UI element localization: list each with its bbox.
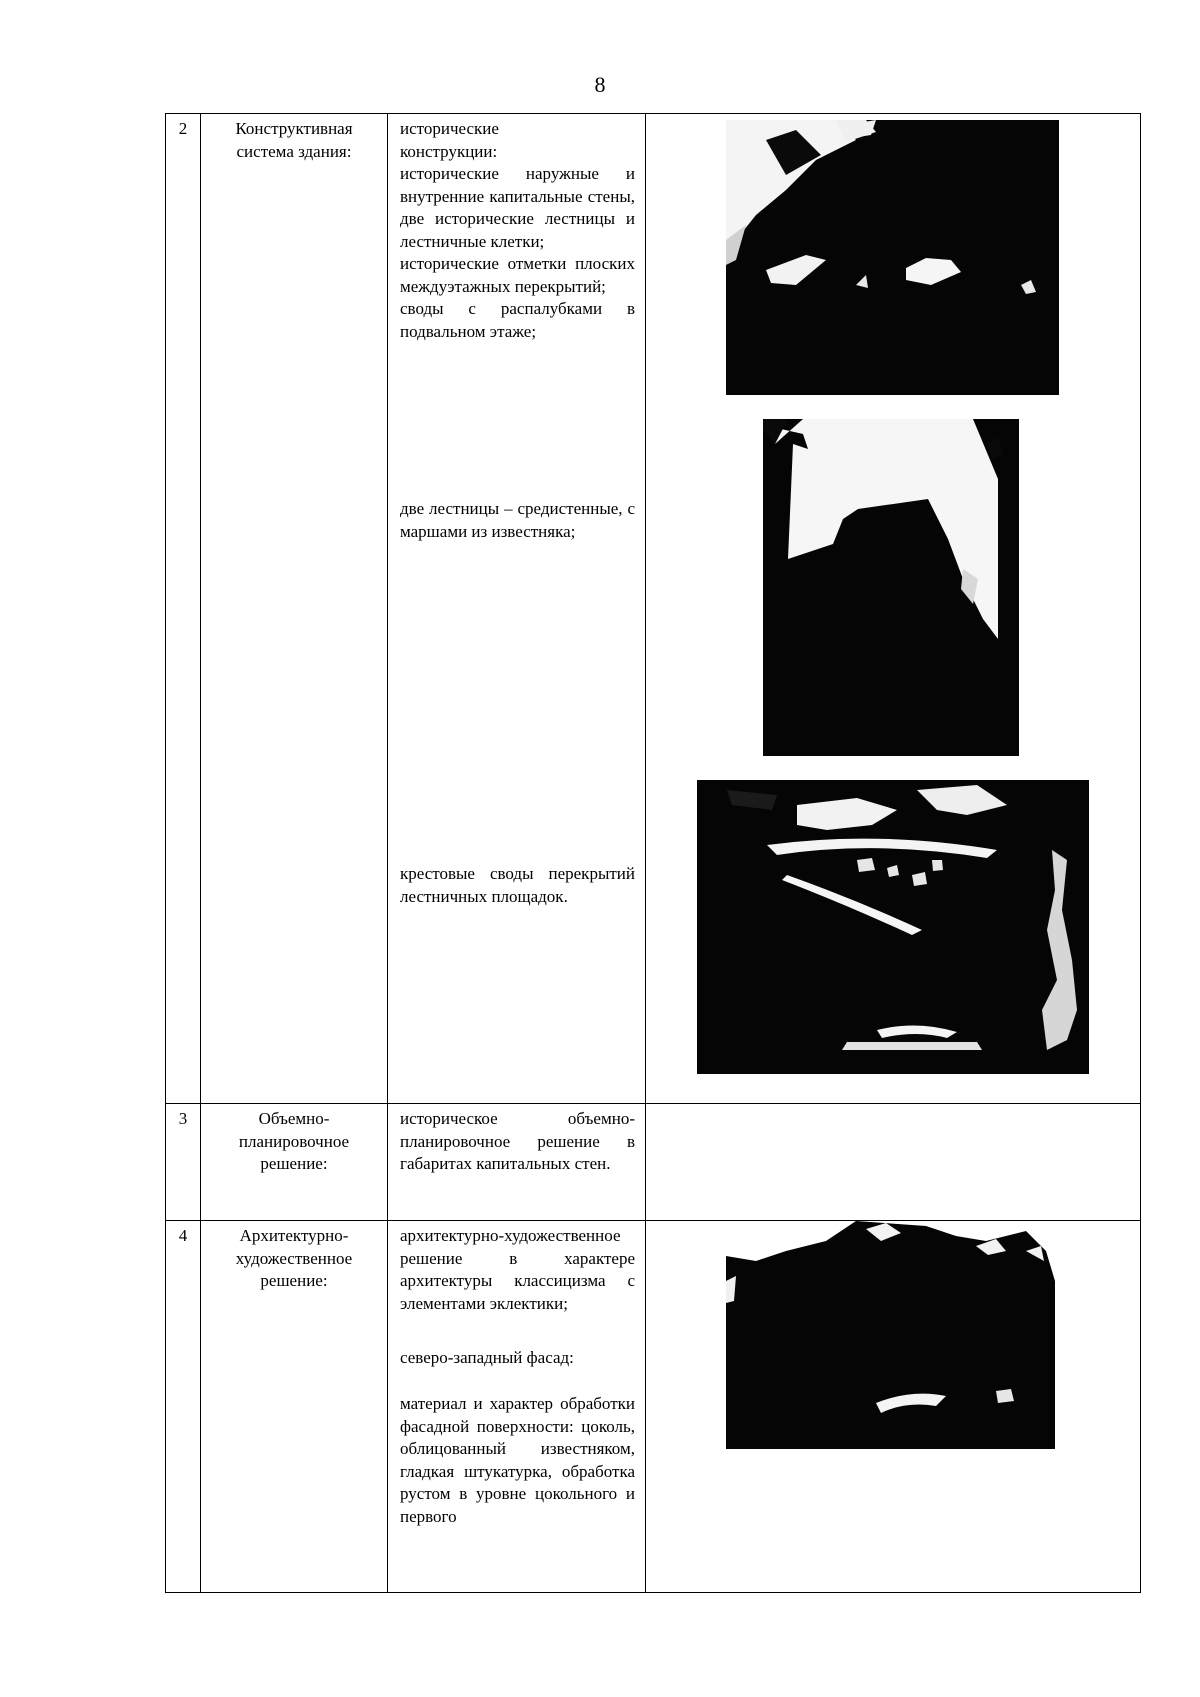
photo-cross-vault — [697, 780, 1089, 1074]
row-description — [388, 1221, 646, 1593]
desc-paragraph: северо-западный фасад: — [400, 1348, 574, 1367]
desc-paragraph: своды с распалубками в подвальном этаже; — [400, 299, 635, 341]
table-row-4 — [166, 1221, 1141, 1593]
row-label: Объемно-планировочное решение: — [201, 1104, 388, 1221]
desc-paragraph: исторические наружные и внутренние капитальные стены, две исторические лестницы и лестничные клетки; — [400, 164, 635, 251]
table-row-3 — [166, 1104, 1141, 1221]
desc-paragraph: две лестницы – средистенные, с маршами из известняка; — [400, 499, 635, 541]
desc-paragraph: архитектурно-художественное решение в характере архитектуры классицизма с элементами эклектики; — [400, 1226, 635, 1313]
desc-line: исторические — [400, 119, 499, 138]
photo-cell — [646, 1221, 1141, 1593]
heritage-table — [165, 113, 1141, 1593]
row-label: Архитектурно-художественное решение: — [201, 1221, 388, 1593]
photo-interior-stair-2 — [763, 419, 1019, 756]
row-number: 2 — [166, 114, 201, 1104]
photo-facade-northwest — [726, 1221, 1055, 1449]
row-description — [388, 114, 646, 1104]
desc-paragraph: историческое объемно-планировочное решение в габаритах капитальных стен. — [400, 1109, 635, 1173]
row-number: 4 — [166, 1221, 201, 1593]
photo-cell — [646, 114, 1141, 1104]
desc-paragraph: исторические отметки плоских междуэтажных перекрытий; — [400, 254, 635, 296]
row-label: Конструктивная система здания: — [201, 114, 388, 1104]
desc-paragraph: материал и характер обработки фасадной поверхности: цоколь, облицованный известняком, гладкая штукатурка, обработка рустом в уровне цокольного и первого — [400, 1394, 635, 1526]
desc-line: конструкции: — [400, 141, 498, 161]
row-number: 3 — [166, 1104, 201, 1221]
page-number: 8 — [594, 72, 606, 97]
desc-paragraph: крестовые своды перекрытий лестничных площадок. — [400, 864, 635, 906]
row-description — [388, 1104, 646, 1221]
table-row-2 — [166, 114, 1141, 1104]
photo-interior-stair-1 — [726, 120, 1059, 395]
photo-cell-empty — [646, 1104, 1141, 1221]
